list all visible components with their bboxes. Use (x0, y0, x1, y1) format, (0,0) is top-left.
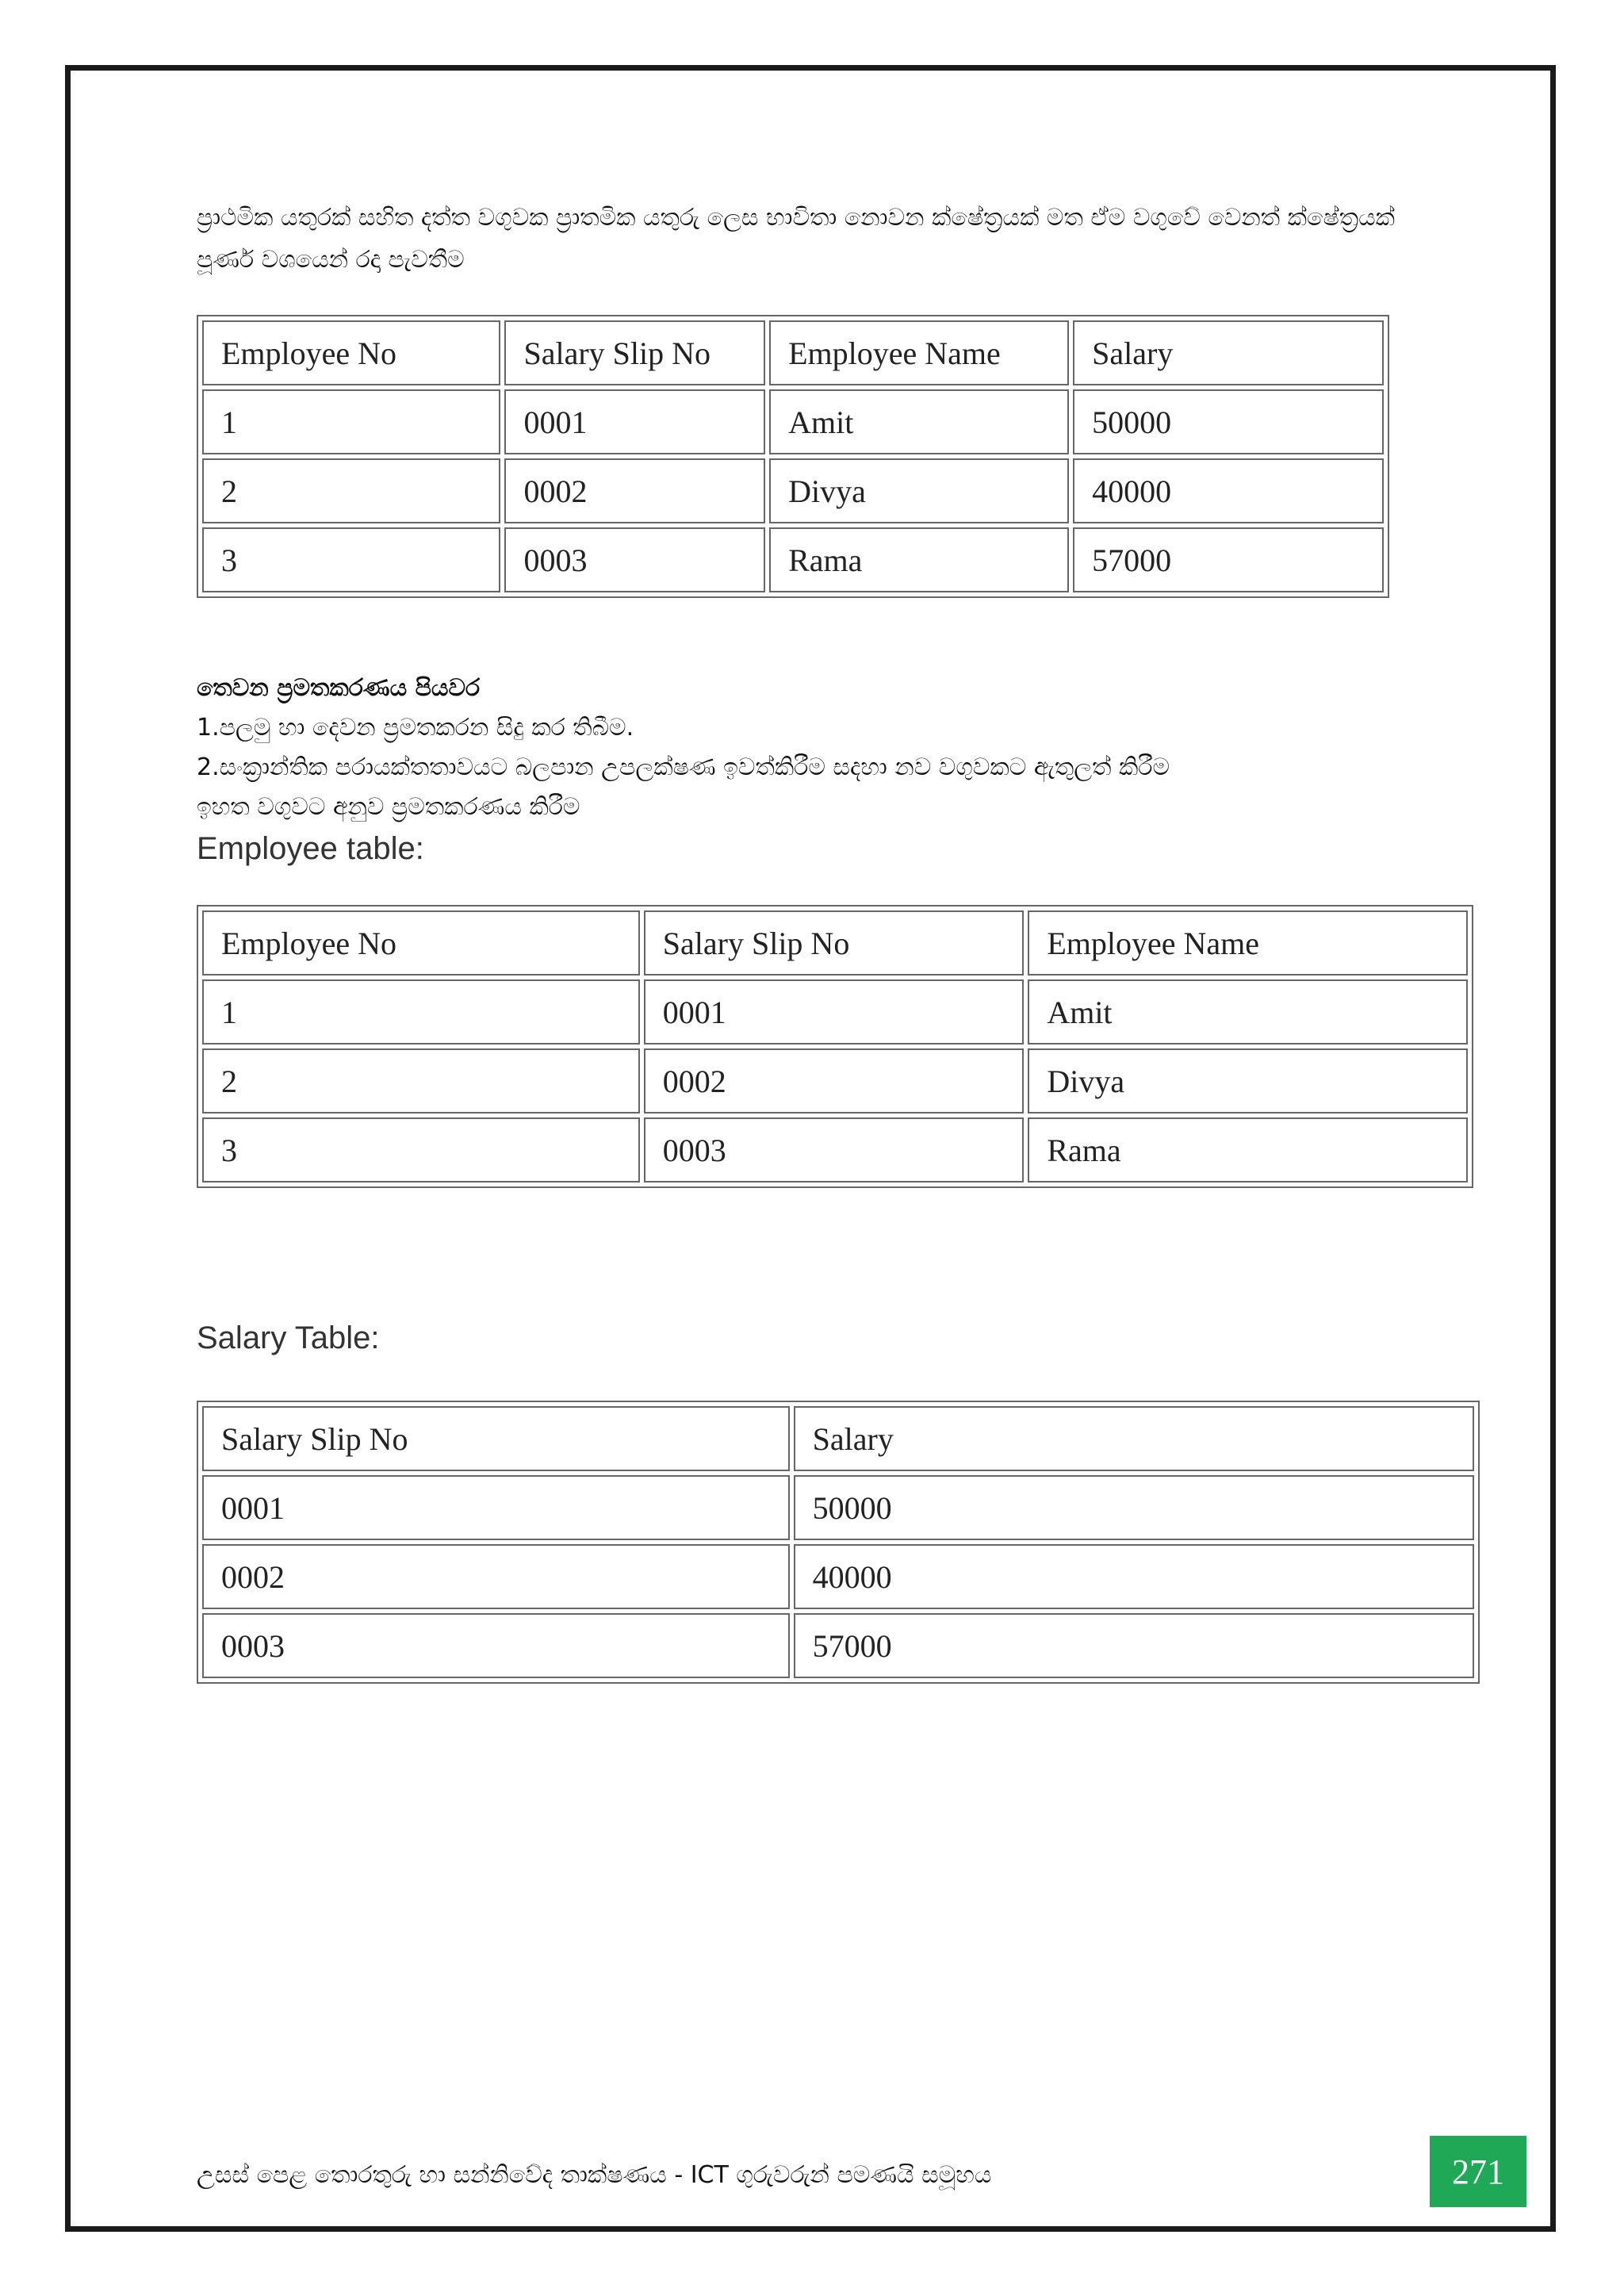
table-header-cell: Salary (794, 1406, 1474, 1471)
table-header-cell: Employee No (202, 320, 500, 385)
table-header-cell: Salary Slip No (202, 1406, 790, 1471)
combined-table (197, 315, 1389, 598)
table-cell: 0003 (504, 527, 765, 592)
table-cell: 3 (202, 527, 500, 592)
intro-paragraph: ප්‍රාථමික යතුරක් සහිත දත්ත වගුවක ප්‍රාතමික යතුරු ලෙස භාවිතා නොවන ක්ෂේත්‍රයක් මත ඒම වගුවේ වෙනත් ක්ෂේත්‍රයක් පූර්ණ වශයෙන් රදා පැවතීම (197, 204, 1396, 274)
table-cell: 0002 (202, 1544, 790, 1609)
table-cell: 2 (202, 458, 500, 523)
table-header-cell: Employee Name (769, 320, 1069, 385)
table-header-cell: Salary Slip No (644, 910, 1025, 976)
step-2: 2.සංක්‍රාන්තික පරායක්තතාවයට බලපාන උපලක්ෂණ ඉවත්කිරීම සදහා නව වගුවකට ඇතුලත් කිරීම (197, 753, 1170, 781)
normalization-steps (197, 669, 1465, 827)
table-row (202, 527, 1384, 592)
table-header-row (202, 320, 1384, 385)
table-cell: Amit (1028, 979, 1468, 1045)
steps-heading: තෙවන ප්‍රමතකරණය පියවර (197, 674, 481, 702)
table-cell: 1 (202, 979, 640, 1045)
table-cell: 50000 (794, 1475, 1474, 1540)
table-cell: Rama (769, 527, 1069, 592)
table-row (202, 389, 1384, 454)
table-cell: 2 (202, 1048, 640, 1114)
table-cell: 1 (202, 389, 500, 454)
table-cell: 0001 (644, 979, 1025, 1045)
table-cell: Rama (1028, 1117, 1468, 1182)
table-cell: Divya (1028, 1048, 1468, 1114)
table-row (202, 979, 1468, 1045)
table-cell: 50000 (1073, 389, 1384, 454)
table-cell: 0001 (504, 389, 765, 454)
table-cell: 40000 (794, 1544, 1474, 1609)
table-cell: 0002 (504, 458, 765, 523)
salary-table (197, 1401, 1480, 1684)
table-row (202, 1117, 1468, 1182)
salary-table-label: Salary Table: (197, 1320, 380, 1355)
page-number-badge: 271 (1430, 2136, 1526, 2207)
table-row (202, 1613, 1474, 1678)
table-row (202, 1544, 1474, 1609)
table-cell: 0003 (202, 1613, 790, 1678)
table-header-cell: Salary Slip No (504, 320, 765, 385)
table-row (202, 458, 1384, 523)
table-header-cell: Salary (1073, 320, 1384, 385)
table-cell: 0002 (644, 1048, 1025, 1114)
table-cell: 57000 (1073, 527, 1384, 592)
table-header-cell: Employee Name (1028, 910, 1468, 976)
table-cell: 3 (202, 1117, 640, 1182)
table-header-cell: Employee No (202, 910, 640, 976)
step-3: ඉහත වගුවට අනුව ප්‍රමතකරණය කිරීම (197, 793, 580, 821)
step-1: 1.පලමු හා දෙවන ප්‍රමතකරන සිදු කර තිබීම. (197, 714, 634, 742)
employee-table-label: Employee table: (197, 831, 424, 866)
table-cell: 40000 (1073, 458, 1384, 523)
table-cell: 0001 (202, 1475, 790, 1540)
table-cell: Divya (769, 458, 1069, 523)
table-header-row (202, 1406, 1474, 1471)
table-row (202, 1048, 1468, 1114)
table-cell: 57000 (794, 1613, 1474, 1678)
employee-table (197, 905, 1473, 1188)
table-cell: 0003 (644, 1117, 1025, 1182)
footer-text: උසස් පෙළ තොරතුරු හා සන්නිවේද තාක්ෂණය - ICT ගුරුවරුන් පමණයි සමූහය (197, 2161, 992, 2189)
table-row (202, 1475, 1474, 1540)
table-header-row (202, 910, 1468, 976)
table-cell: Amit (769, 389, 1069, 454)
